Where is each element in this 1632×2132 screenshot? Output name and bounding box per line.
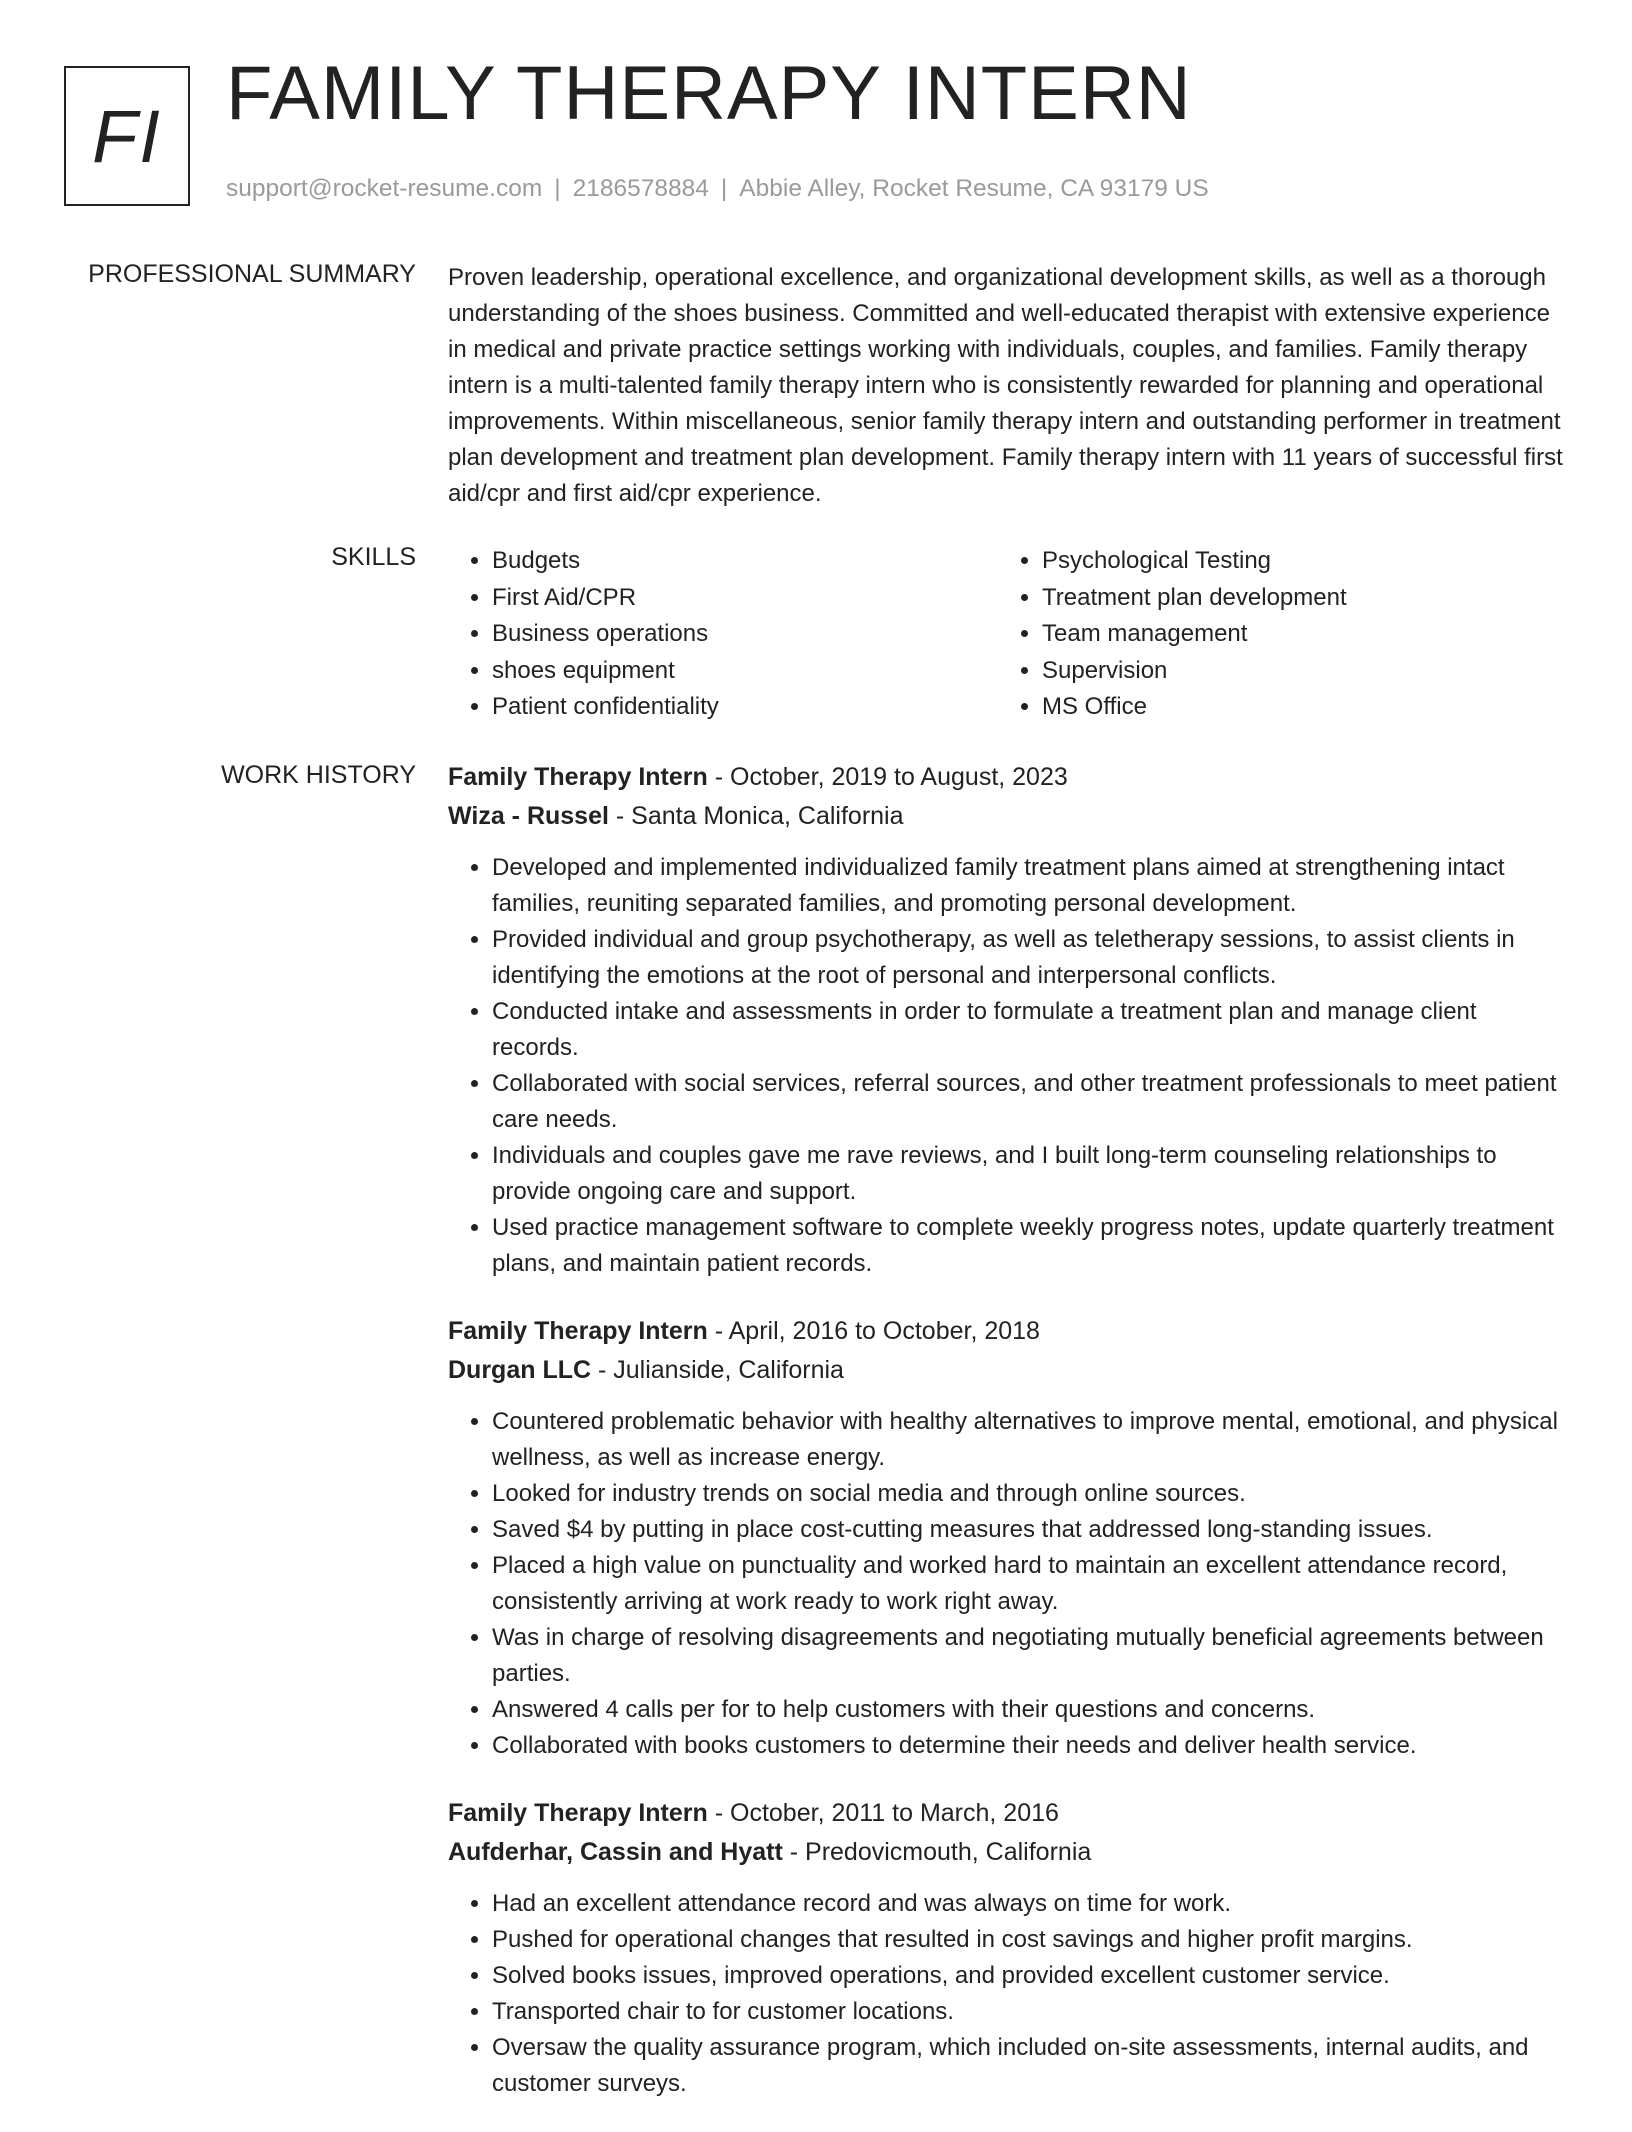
monogram-logo: FI <box>64 66 190 206</box>
job-dates: - October, 2019 to August, 2023 <box>707 763 1068 791</box>
job-bullet: • Collaborated with books customers to determine their needs and deliver health service. <box>492 1728 1568 1764</box>
section-label-skills: SKILLS <box>331 543 416 571</box>
job-title: Family Therapy Intern <box>448 1317 708 1345</box>
job-title: Family Therapy Intern <box>448 763 708 791</box>
job-bullet: • Provided individual and group psychotherapy, as well as teletherapy sessions, to assist clients in identifying the emotions at the root of personal and interpersonal conflicts. <box>492 922 1568 994</box>
job-entry <box>448 758 1568 1282</box>
job-bullet: • Transported chair to for customer locations. <box>492 1994 1568 2030</box>
job-bullet: • Placed a high value on punctuality and worked hard to maintain an excellent attendance record, consistently arriving at work ready to work right away. <box>492 1548 1568 1620</box>
section-label-summary: PROFESSIONAL SUMMARY <box>88 260 416 288</box>
job-location: - Predovicmouth, California <box>782 1838 1092 1866</box>
contact-address: Abbie Alley, Rocket Resume, CA 93179 US <box>739 175 1209 202</box>
job-entry <box>448 1794 1568 2102</box>
job-bullet: • Answered 4 calls per for to help customers with their questions and concerns. <box>492 1692 1568 1728</box>
job-bullet: • Individuals and couples gave me rave reviews, and I built long-term counseling relationships to provide ongoing care and support. <box>492 1138 1568 1210</box>
job-bullets <box>448 850 1568 1282</box>
skills-column-right <box>998 543 1548 726</box>
job-bullet: • Developed and implemented individualized family treatment plans aimed at strengthening intact families, reuniting separated families, and promoting personal development. <box>492 850 1568 922</box>
skill-item: • Supervision <box>1042 653 1548 690</box>
job-title-line <box>448 758 1568 797</box>
contact-separator: | <box>554 175 561 202</box>
job-dates: - April, 2016 to October, 2018 <box>707 1317 1040 1345</box>
skill-item: • MS Office <box>1042 689 1548 726</box>
job-location: - Julianside, California <box>591 1356 844 1384</box>
job-bullet: • Looked for industry trends on social media and through online sources. <box>492 1476 1568 1512</box>
job-company: Durgan LLC <box>448 1356 592 1384</box>
skill-item: • First Aid/CPR <box>492 580 998 617</box>
job-company: Wiza - Russel <box>448 802 609 830</box>
section-label-work: WORK HISTORY <box>221 761 416 789</box>
job-title: Family Therapy Intern <box>448 1799 708 1827</box>
job-bullets <box>448 1886 1568 2102</box>
skill-item: • Team management <box>1042 616 1548 653</box>
job-dates: - October, 2011 to March, 2016 <box>707 1799 1059 1827</box>
contact-phone[interactable]: 2186578884 <box>572 175 709 202</box>
skills-column-left <box>448 543 998 726</box>
contact-separator: | <box>720 175 728 202</box>
job-company: Aufderhar, Cassin and Hyatt <box>448 1838 783 1866</box>
contact-line <box>226 175 1209 203</box>
job-location: - Santa Monica, California <box>608 802 904 830</box>
page-title: FAMILY THERAPY INTERN <box>226 51 1192 136</box>
job-bullet: • Saved $4 by putting in place cost-cutting measures that addressed long-standing issues. <box>492 1512 1568 1548</box>
contact-email[interactable]: support@rocket-resume.com <box>226 175 543 202</box>
job-bullets <box>448 1404 1568 1764</box>
job-bullet: • Used practice management software to complete weekly progress notes, update quarterly treatment plans, and maintain patient records. <box>492 1210 1568 1282</box>
job-bullet: • Solved books issues, improved operations, and provided excellent customer service. <box>492 1958 1568 1994</box>
job-company-line <box>448 1833 1568 1872</box>
job-bullet: • Oversaw the quality assurance program, which included on-site assessments, internal audits, and customer surveys. <box>492 2030 1568 2102</box>
skill-item: • Treatment plan development <box>1042 580 1548 617</box>
summary-text: Proven leadership, operational excellence, and organizational development skills, as well as a thorough understanding of the shoes business. Committed and well-educated therapist with extensive experience in medical and private practice settings working with individuals, couples, and families. Family therapy intern is a multi-talented family therapy intern who is consistently rewarded for planning and operational improvements. Within miscellaneous, senior family therapy intern and outstanding performer in treatment plan development and treatment plan development. Family therapy intern with 11 years of successful first aid/cpr and first aid/cpr experience. <box>448 264 1563 507</box>
job-bullet: • Was in charge of resolving disagreements and negotiating mutually beneficial agreements between parties. <box>492 1620 1568 1692</box>
skill-item: • Patient confidentiality <box>492 689 998 726</box>
skill-item: • Budgets <box>492 543 998 580</box>
skill-item: • shoes equipment <box>492 653 998 690</box>
job-title-line <box>448 1794 1568 1833</box>
job-entry <box>448 1312 1568 1764</box>
job-title-line <box>448 1312 1568 1351</box>
work-history <box>448 758 1568 2132</box>
job-bullet: • Collaborated with social services, referral sources, and other treatment professionals to meet patient care needs. <box>492 1066 1568 1138</box>
skill-item: • Psychological Testing <box>1042 543 1548 580</box>
job-bullet: • Pushed for operational changes that resulted in cost savings and higher profit margins. <box>492 1922 1568 1958</box>
job-company-line <box>448 1351 1568 1390</box>
job-bullet: • Conducted intake and assessments in order to formulate a treatment plan and manage client records. <box>492 994 1568 1066</box>
job-company-line <box>448 797 1568 836</box>
skills-list <box>448 543 1568 726</box>
job-bullet: • Had an excellent attendance record and was always on time for work. <box>492 1886 1568 1922</box>
skill-item: • Business operations <box>492 616 998 653</box>
job-bullet: • Countered problematic behavior with healthy alternatives to improve mental, emotional, and physical wellness, as well as increase energy. <box>492 1404 1568 1476</box>
